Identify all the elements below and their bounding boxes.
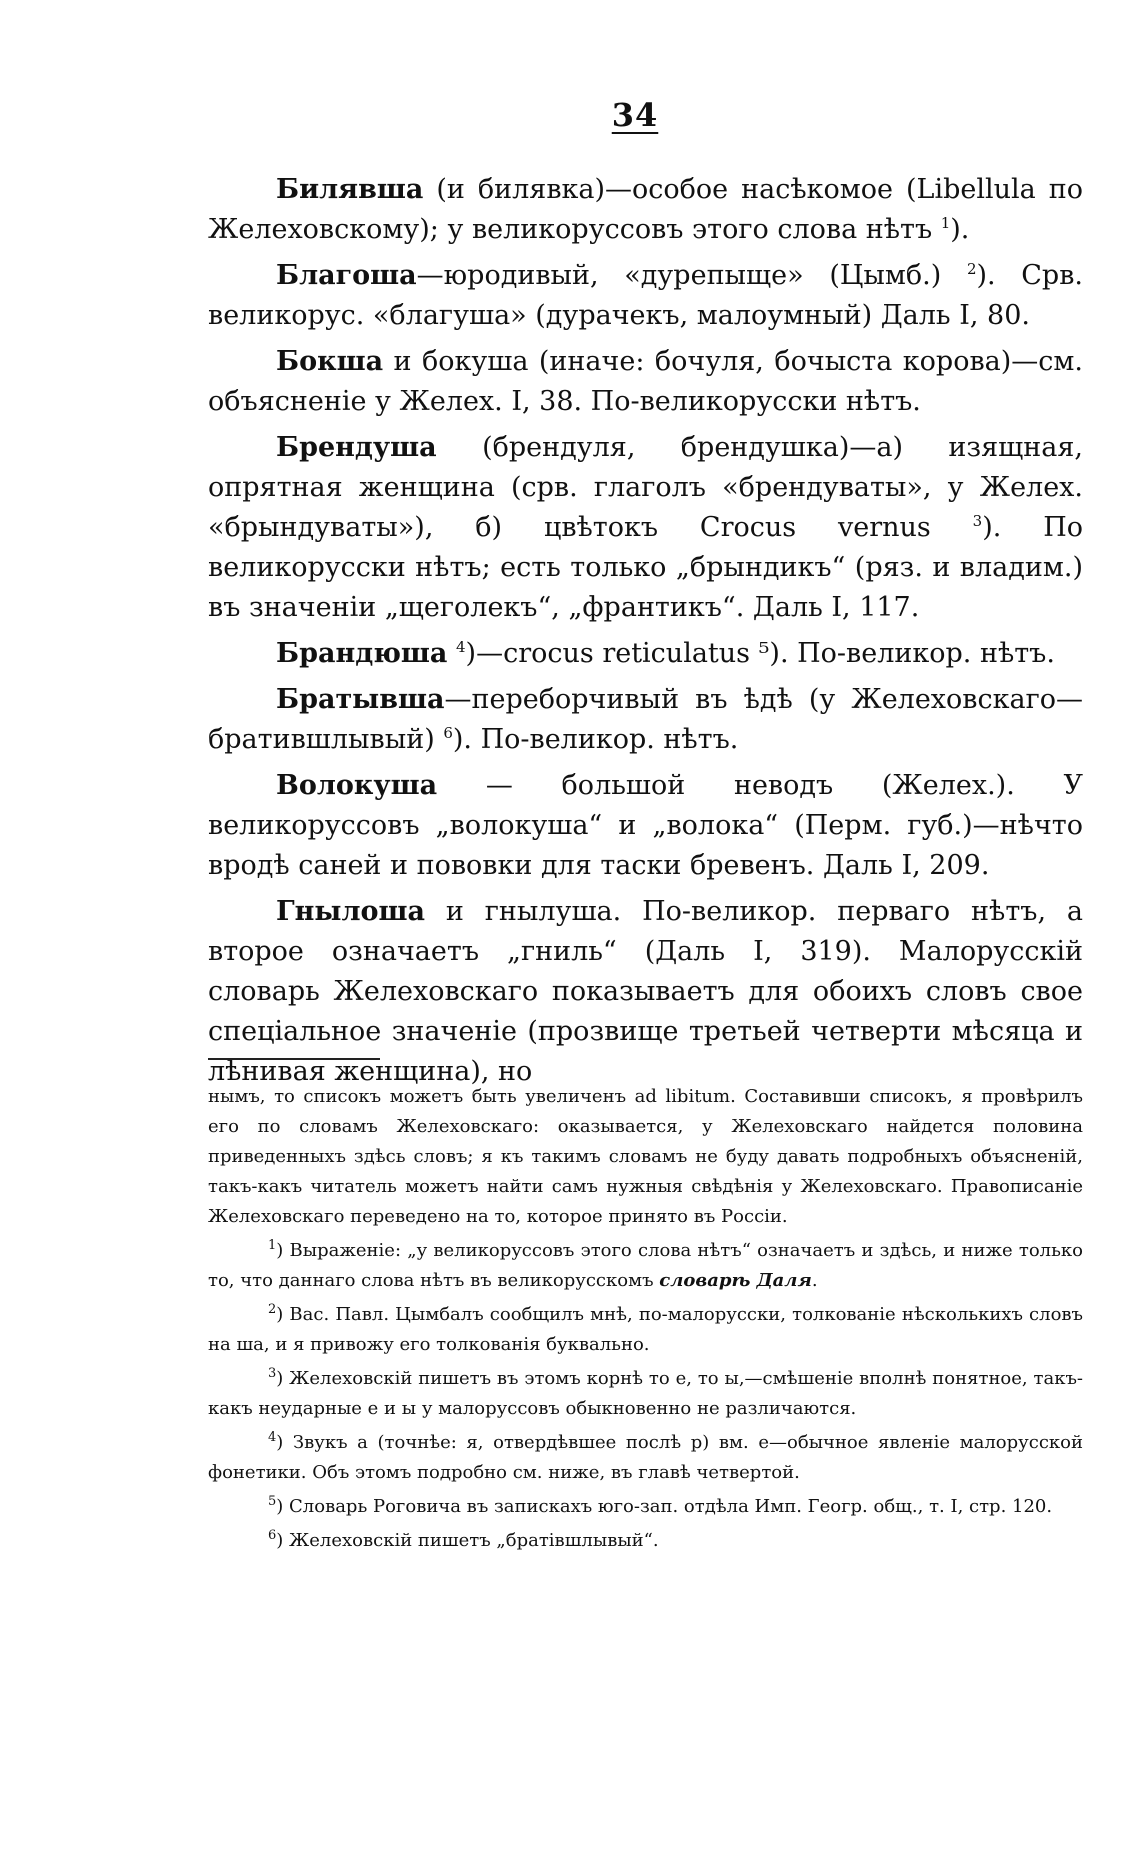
entry-headword: Гнылоша bbox=[276, 896, 426, 927]
page-number: 34 bbox=[611, 96, 659, 134]
footnote-mark: 5 bbox=[268, 1494, 277, 1509]
footnote-mark: 4 bbox=[268, 1430, 277, 1445]
footnote-continuation: нымъ, то списокъ можетъ быть увеличенъ ad libitum. Составивши списокъ, я провѣрилъ его по словамъ Желеховскаго: оказывается, у Желеховскаго найдется половина приведенныхъ здѣсь словъ; я къ такимъ словамъ не буду давать подробныхъ объясненій, такъ-какъ читатель можетъ найти самъ нужныя свѣдѣнія у Желеховскаго. Правописаніе Желеховскаго переведено на то, которое принято въ Россіи. bbox=[208, 1086, 1083, 1227]
dictionary-entry bbox=[208, 892, 1083, 1092]
entry-text bbox=[447, 638, 456, 669]
entry-tail: ). Срв. великорус. «благуша» (дурачекъ, малоумный) Даль I, 80. bbox=[208, 260, 1083, 331]
footnote bbox=[208, 1428, 1083, 1488]
footnote-ref: 6 bbox=[443, 724, 453, 742]
footnote bbox=[208, 1364, 1083, 1424]
entry-text: —юродивый, «дурепыще» (Цымб.) bbox=[416, 260, 967, 291]
footnote-text: ) Вас. Павл. Цымбалъ сообщилъ мнѣ, по-малорусски, толкованіе нѣсколькихъ словъ на ша, и я привожу его толкованія буквально. bbox=[208, 1304, 1083, 1355]
dictionary-entry bbox=[208, 342, 1083, 422]
entry-headword: Брандюша bbox=[276, 638, 448, 669]
footnote-mark: 6 bbox=[268, 1528, 277, 1543]
footnote-mark: 1 bbox=[268, 1238, 277, 1253]
footnote-italic: словарѣ Даля bbox=[659, 1270, 812, 1291]
footnote-text: ) Желеховскій пишетъ „братівшлывый“. bbox=[276, 1530, 659, 1551]
footnote-mark: 2 bbox=[268, 1302, 277, 1317]
footnote-text: ) Выраженіе: „у великоруссовъ этого слова нѣтъ“ означаетъ и здѣсь, и ниже только то, что даннаго слова нѣтъ въ великорусскомъ bbox=[208, 1240, 1083, 1291]
entry-headword: Брендуша bbox=[276, 432, 437, 463]
footnote-ref: 3 bbox=[972, 512, 983, 530]
footnote-ref: 4 bbox=[456, 638, 466, 656]
footnote-mark: 3 bbox=[268, 1366, 277, 1381]
footnotes-section bbox=[208, 1082, 1083, 1560]
entry-tail: )—crocus reticulatus ⁵). По-великор. нѣтъ. bbox=[465, 638, 1055, 669]
footnote-text: ) Словарь Роговича въ запискахъ юго-зап. отдѣла Имп. Геогр. общ., т. I, стр. 120. bbox=[276, 1496, 1053, 1517]
footnote-ref: 2 bbox=[966, 260, 977, 278]
entry-text: и гнылуша. По-великор. перваго нѣтъ, а второе означаетъ „гниль“ (Даль I, 319). Малорусскій словарь Желеховскаго показываетъ для обоихъ словъ свое спеціальное значеніе (прозвище третьей четверти мѣсяца и лѣнивая женщина), но bbox=[208, 896, 1083, 1087]
footnote bbox=[208, 1300, 1083, 1360]
entry-text: —переборчивый въ ѣдѣ (у Желеховскаго—братившлывый) bbox=[208, 684, 1083, 755]
main-text bbox=[208, 170, 1083, 1098]
footnote bbox=[208, 1236, 1083, 1296]
entry-headword: Волокуша bbox=[276, 770, 438, 801]
entry-tail: ). По великорусски нѣтъ; есть только „брындикъ“ (ряз. и владим.) въ значеніи „щеголекъ“, „франтикъ“. Даль I, 117. bbox=[208, 512, 1083, 623]
dictionary-entry bbox=[208, 634, 1083, 674]
footnote-divider bbox=[208, 1058, 380, 1060]
entry-text: (брендуля, брендушка)—а) изящная, опрятная женщина (срв. глаголъ «брендуваты», у Желех. «брындуваты»), б) цвѣтокъ Crocus vernus bbox=[208, 432, 1083, 543]
dictionary-entry bbox=[208, 680, 1083, 760]
footnote bbox=[208, 1492, 1083, 1522]
entry-tail: ). bbox=[950, 214, 970, 245]
dictionary-entry bbox=[208, 766, 1083, 886]
footnote-ref: 1 bbox=[940, 214, 951, 232]
dictionary-entry bbox=[208, 256, 1083, 336]
entry-text: — большой неводъ (Желех.). У великоруссовъ „волокуша“ и „волока“ (Перм. губ.)—нѣчто вродѣ саней и пововки для таски бревенъ. Даль I, 209. bbox=[208, 770, 1083, 881]
dictionary-entry bbox=[208, 428, 1083, 628]
entry-headword: Братывша bbox=[276, 684, 445, 715]
entry-text: (и билявка)—особое насѣкомое (Libellula по Желеховскому); у великоруссовъ этого слова нѣтъ bbox=[208, 174, 1083, 245]
footnote-text: ) Звукъ а (точнѣе: я, отвердѣвшее послѣ р) вм. е—обычное явленіе малорусской фонетики. Объ этомъ подробно см. ниже, въ главѣ четвертой. bbox=[208, 1432, 1083, 1483]
footnote-text: ) Желеховскій пишетъ въ этомъ корнѣ то е, то ы,—смѣшеніе вполнѣ понятное, такъ-какъ неударные е и ы у малоруссовъ обыкновенно не различаются. bbox=[208, 1368, 1083, 1419]
dictionary-entry bbox=[208, 170, 1083, 250]
entry-headword: Бокша bbox=[276, 346, 384, 377]
footnote bbox=[208, 1526, 1083, 1556]
entry-text: и бокуша (иначе: бочуля, бочыста корова)—см. объясненіе у Желех. I, 38. По-великорусски нѣтъ. bbox=[208, 346, 1083, 417]
entry-headword: Благоша bbox=[276, 260, 417, 291]
footnote-after: . bbox=[811, 1270, 818, 1291]
entry-headword: Билявша bbox=[276, 174, 424, 205]
entry-tail: ). По-великор. нѣтъ. bbox=[452, 724, 739, 755]
